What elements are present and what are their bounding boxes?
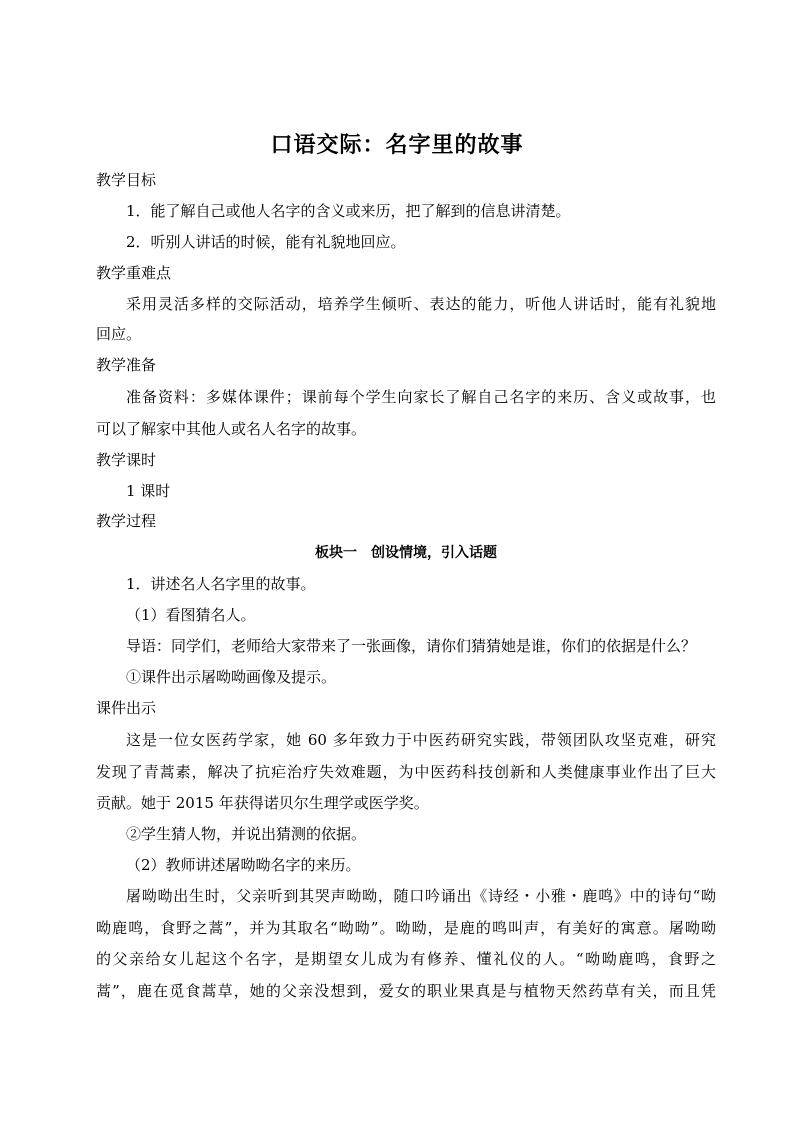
circle-step-2: ②学生猜人物，并说出猜测的依据。: [126, 825, 367, 843]
step-1: 1．讲述名人名字里的故事。: [126, 575, 316, 593]
preparation-line-1: 准备资料：多媒体课件；课前每个学生向家长了解自己名字的来历、含义或故事，也: [126, 388, 716, 406]
section-heading-key-points: 教学重难点: [96, 264, 172, 282]
section-heading-hours: 教学课时: [96, 451, 157, 469]
preparation-line-2: 可以了解家中其他人或名人名字的故事。: [96, 420, 367, 438]
courseware-line-3: 贡献。她于 2015 年获得诺贝尔生理学或医学奖。: [96, 794, 429, 812]
block-title: 板块一 创设情境，引入话题: [315, 545, 497, 561]
key-points-line-1: 采用灵活多样的交际活动，培养学生倾听、表达的能力，听他人讲话时，能有礼貌地: [126, 295, 716, 313]
section-heading-process: 教学过程: [96, 512, 157, 530]
key-points-line-2: 回应。: [96, 325, 142, 343]
goal-item-2: 2．听别人讲话的时候，能有礼貌地回应。: [126, 233, 406, 251]
hours-value: 1 课时: [126, 482, 171, 500]
step-1-1: （1）看图猜名人。: [126, 606, 256, 624]
story-line-3: 的父亲给女儿起这个名字，是期望女儿成为有修养、懂礼仪的人。“呦呦鹿鸣，食野之: [96, 950, 716, 968]
story-line-1: 屠呦呦出生时，父亲听到其哭声呦呦，随口吟诵出《诗经・小雅・鹿鸣》中的诗句“呦: [126, 887, 716, 905]
courseware-line-2: 发现了青蒿素，解决了抗疟治疗失效难题，为中医药科技创新和人类健康事业作出了巨大: [96, 763, 716, 781]
page-title: 口语交际：名字里的故事: [270, 133, 524, 158]
story-line-2: 呦鹿鸣，食野之蒿”，并为其取名“呦呦”。呦呦，是鹿的鸣叫声，有美好的寓意。屠呦呦: [96, 919, 716, 937]
goal-item-1: 1．能了解自己或他人名字的含义或来历，把了解到的信息讲清楚。: [126, 202, 571, 220]
step-1-2: （2）教师讲述屠呦呦名字的来历。: [126, 856, 361, 874]
story-line-4: 蒿”，鹿在觅食蒿草，她的父亲没想到，爱女的职业果真是与植物天然药草有关，而且凭: [96, 982, 716, 1000]
section-heading-preparation: 教学准备: [96, 356, 157, 374]
circle-step-1: ①课件出示屠呦呦画像及提示。: [126, 668, 337, 686]
courseware-line-1: 这是一位女医药学家，她 60 多年致力于中医药研究实践，带领团队攻坚克难，研究: [126, 731, 716, 749]
intro-text: 导语：同学们，老师给大家带来了一张画像，请你们猜猜她是谁，你们的依据是什么？: [126, 637, 697, 655]
courseware-heading: 课件出示: [96, 699, 157, 717]
section-heading-goals: 教学目标: [96, 171, 157, 189]
